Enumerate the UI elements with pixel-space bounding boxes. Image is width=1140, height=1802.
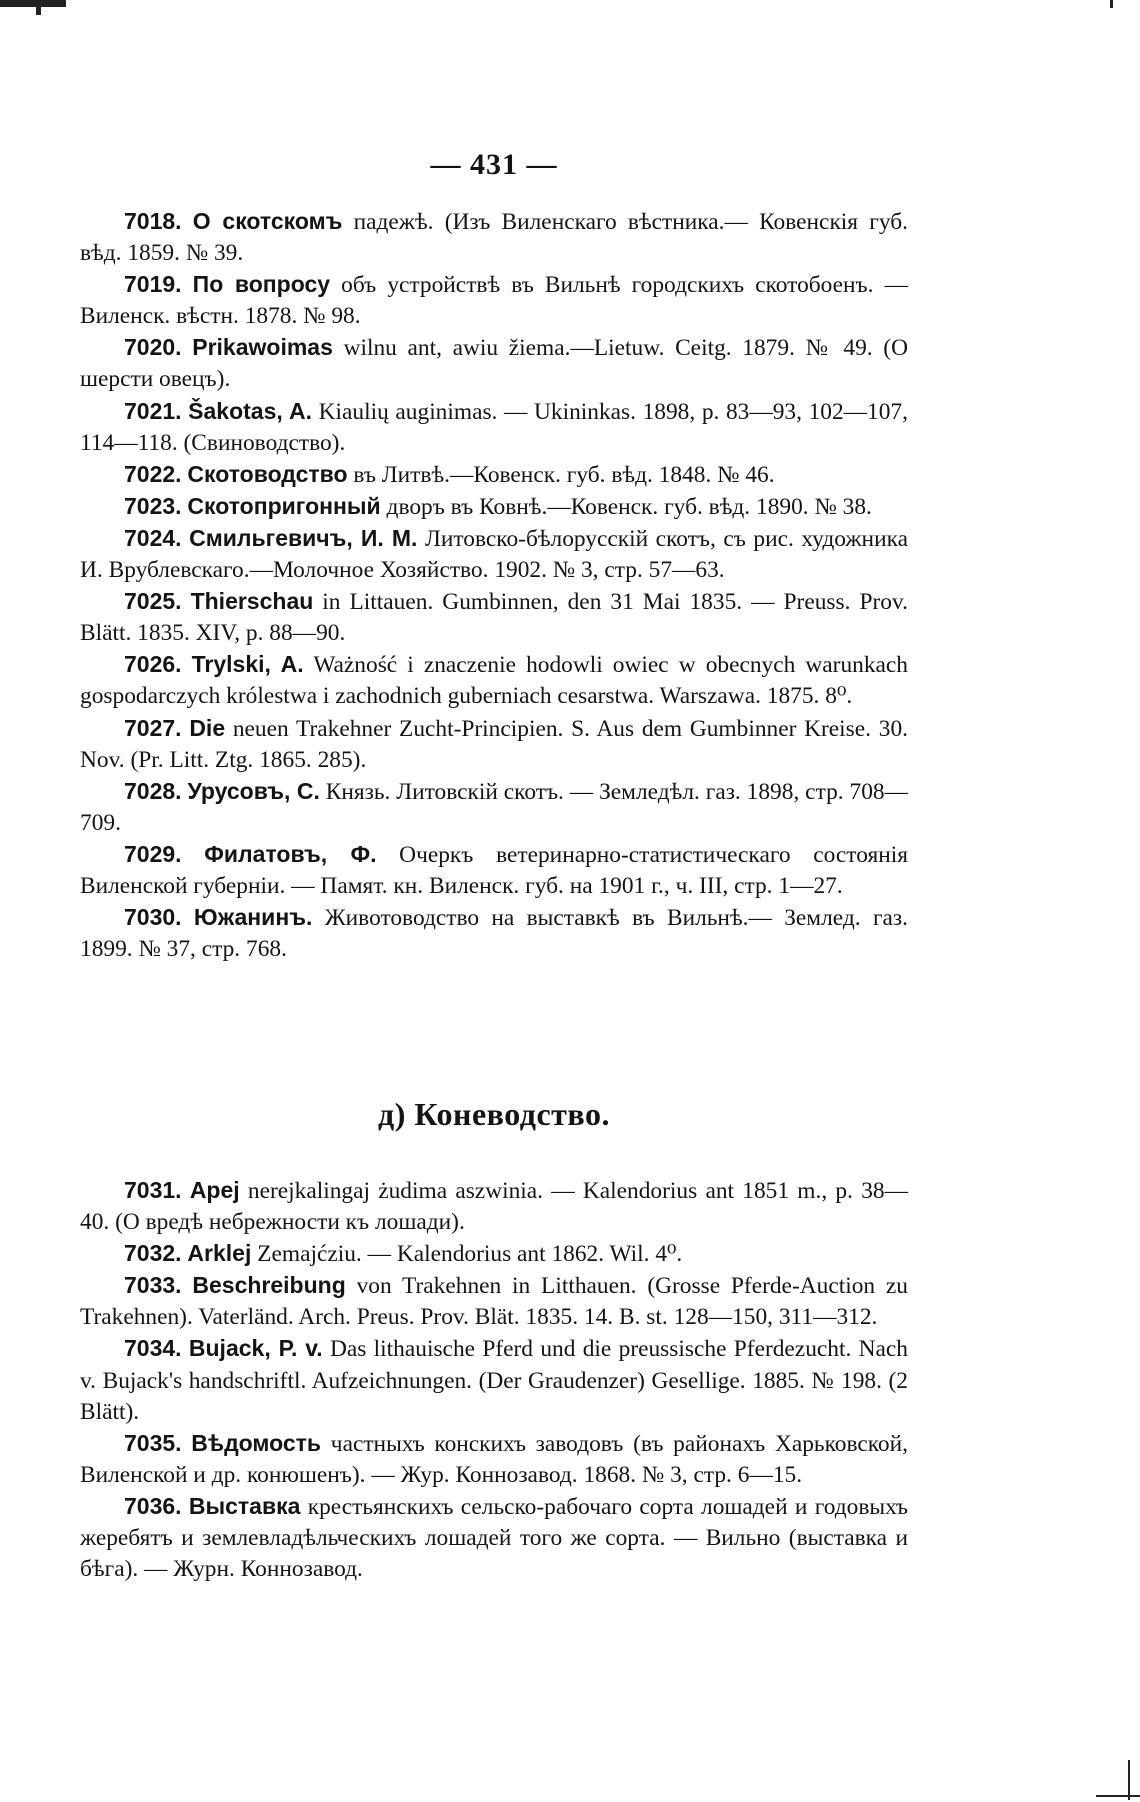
bibliography-entry <box>80 396 908 459</box>
entry-headword: О скотскомъ <box>192 208 343 234</box>
entry-text: von Trakehnen in Litthauen. (Grosse Pferde-Auction zu Trakehnen). Vaterländ. Arch. Preus. Prov. Blät. 1835. 14. B. st. 128—150, 311—312. <box>80 1273 908 1331</box>
bibliography-entry <box>80 839 908 902</box>
entry-number: 7030. <box>124 904 182 931</box>
entry-headword: Trylski, A. <box>191 651 304 678</box>
entry-headword: По вопросу <box>192 271 331 298</box>
entry-number: 7026. <box>124 651 182 678</box>
entry-text: Zemajćziu. — Kalendorius ant 1862. Wil. 4⁰. <box>251 1241 683 1268</box>
entry-headword: Смильгевичъ, И. М. <box>189 524 418 551</box>
entry-number: 7032. <box>124 1240 182 1267</box>
bibliography-entry <box>80 491 908 523</box>
bibliography-entry <box>80 206 908 269</box>
bibliography-entry <box>80 649 908 712</box>
section-heading-horse-breeding: д) Коневодство. <box>378 1096 610 1132</box>
entry-number: 7021. <box>124 397 182 424</box>
bibliography-entry <box>80 1238 908 1270</box>
entry-number: 7025. <box>124 588 182 615</box>
entry-number: 7023. <box>124 492 182 519</box>
entry-text: дворъ въ Ковнѣ.—Ковенск. губ. вѣд. 1890. № 38. <box>380 493 872 520</box>
entry-headword: Скотоводство <box>187 460 348 487</box>
entry-number: 7035. <box>124 1429 182 1456</box>
bibliography-entry <box>80 523 908 586</box>
bibliography-entry <box>80 902 908 965</box>
entry-text: Животоводство на выставкѣ въ Вильнѣ.— Землед. газ. 1899. № 37, стр. 768. <box>80 905 909 963</box>
entry-text: in Littauen. Gumbinnen, den 31 Mai 1835. — Preuss. Prov. Blätt. 1835. XIV, p. 88—90. <box>80 589 908 647</box>
entry-text: Ważność i znaczenie hodowli owiec w obecnych warunkach gospodarczych królestwa i zachodnich guberniach cesarstwa. Warszawa. 1875. 8⁰. <box>80 652 908 710</box>
entry-headword: Вѣдомость <box>191 1429 322 1456</box>
entry-text: Очеркъ ветеринарно-статистическаго состоянія Виленской губерніи. — Памят. кн. Виленск. губ. на 1901 г., ч. III, стр. 1—27. <box>80 841 908 899</box>
bibliography-entry <box>80 1270 908 1333</box>
entry-number: 7024. <box>124 524 182 551</box>
bibliography-entry <box>80 776 908 839</box>
bibliography-entry <box>80 1491 908 1585</box>
entry-text: падежѣ. (Изъ Виленскаго вѣстника.— Ковенскія губ. вѣд. 1859. № 39. <box>80 209 908 267</box>
bibliography-entry <box>80 1175 908 1238</box>
scan-mark-bottom-right <box>1096 1795 1140 1797</box>
entry-text: neuen Trakehner Zucht-Principien. S. Aus dem Gumbinner Kreise. 30. Nov. (Pr. Litt. Ztg. 1865. 285). <box>80 715 908 773</box>
entry-headword: Скотопригонный <box>187 492 381 519</box>
entry-number: 7034. <box>124 1335 182 1362</box>
entry-text: Литовско-бѣлорусскій скотъ, съ рис. художника И. Врублевскаго.—Молочное Хозяйство. 1902. № 3, стр. 57—63. <box>80 525 908 584</box>
entry-text: Князь. Литовскій скотъ. — Земледѣл. газ. 1898, стр. 708—709. <box>80 778 908 836</box>
entry-number: 7036. <box>124 1492 182 1519</box>
scan-mark-top-right <box>1110 0 1113 8</box>
scan-mark-top-left-dot <box>36 7 41 15</box>
entry-number: 7020. <box>124 334 182 361</box>
entry-headword: Урусовъ, С. <box>187 777 320 804</box>
entry-text: объ устройствѣ въ Вильнѣ городскихъ скотобоенъ. — Виленск. вѣстн. 1878. № 98. <box>80 272 908 330</box>
page-number: — 431 — <box>430 148 558 181</box>
bibliography-entry <box>80 459 908 491</box>
entry-text: Das lithauische Pferd und die preussische Pferdezucht. Nach v. Bujack's handschriftl. Aufzeichnungen. (Der Graudenzer) Gesellige. 1885. № 198. (2 Blätt). <box>80 1336 908 1425</box>
entry-headword: Arklej <box>187 1240 252 1267</box>
entry-headword: Bujack, P. v. <box>188 1335 323 1362</box>
entry-headword: Beschreibung <box>192 1272 346 1299</box>
entry-number: 7018. <box>124 208 182 234</box>
bibliography-entry <box>80 713 908 776</box>
entry-number: 7027. <box>124 714 182 741</box>
scan-mark-top-left <box>0 0 66 7</box>
entry-text: wilnu ant, awiu žiema.—Lietuw. Ceitg. 1879. № 49. (О шерсти овецъ). <box>80 335 908 393</box>
entry-number: 7019. <box>124 271 182 298</box>
entry-headword: Thierschau <box>190 588 314 615</box>
scan-mark-bottom-right-vertical <box>1128 1760 1130 1800</box>
entry-number: 7022. <box>124 460 182 487</box>
entry-headword: Prikawoimas <box>192 334 333 361</box>
entry-text: крестьянскихъ сельско-рабочаго сорта лошадей и годовыхъ жеребятъ и землевладѣльческихъ лошадей того же сорта. — Вильно (выставка и бѣга). — Журн. Коннозавод. <box>80 1493 908 1583</box>
entry-number: 7033. <box>124 1272 182 1299</box>
entry-number: 7031. <box>124 1177 182 1203</box>
entry-headword: Šakotas, A. <box>188 397 313 424</box>
entry-text: частныхъ конскихъ заводовъ (въ районахъ Харьковской, Виленской и др. конюшенъ). — Жур. Коннозавод. 1868. № 3, стр. 6—15. <box>80 1430 908 1488</box>
bibliography-entry <box>80 269 908 332</box>
entry-headword: Выставка <box>188 1492 301 1519</box>
bibliography-entry <box>80 332 908 395</box>
entry-text: nerejkalingaj żudima aszwinia. — Kalendorius ant 1851 m., p. 38—40. (О вредѣ небрежности къ лошади). <box>80 1178 908 1236</box>
entry-headword: Die <box>189 714 226 741</box>
entry-number: 7028. <box>124 777 182 804</box>
entry-headword: Южанинъ. <box>193 904 313 931</box>
bibliography-entry <box>80 1333 908 1427</box>
entry-text: въ Литвѣ.—Ковенск. губ. вѣд. 1848. № 46. <box>347 461 775 488</box>
bibliography-entry <box>80 1428 908 1491</box>
bibliography-section-horse-breeding <box>80 1175 908 1585</box>
entry-headword: Apej <box>189 1177 240 1203</box>
entry-number: 7029. <box>124 840 182 867</box>
entry-headword: Филатовъ, Ф. <box>204 840 377 867</box>
bibliography-section-livestock <box>80 206 908 965</box>
bibliography-entry <box>80 586 908 649</box>
entry-text: Kiaulių auginimas. — Ukininkas. 1898, p. 83—93, 102—107, 114—118. (Свиноводство). <box>80 398 908 456</box>
book-page <box>80 0 908 1802</box>
